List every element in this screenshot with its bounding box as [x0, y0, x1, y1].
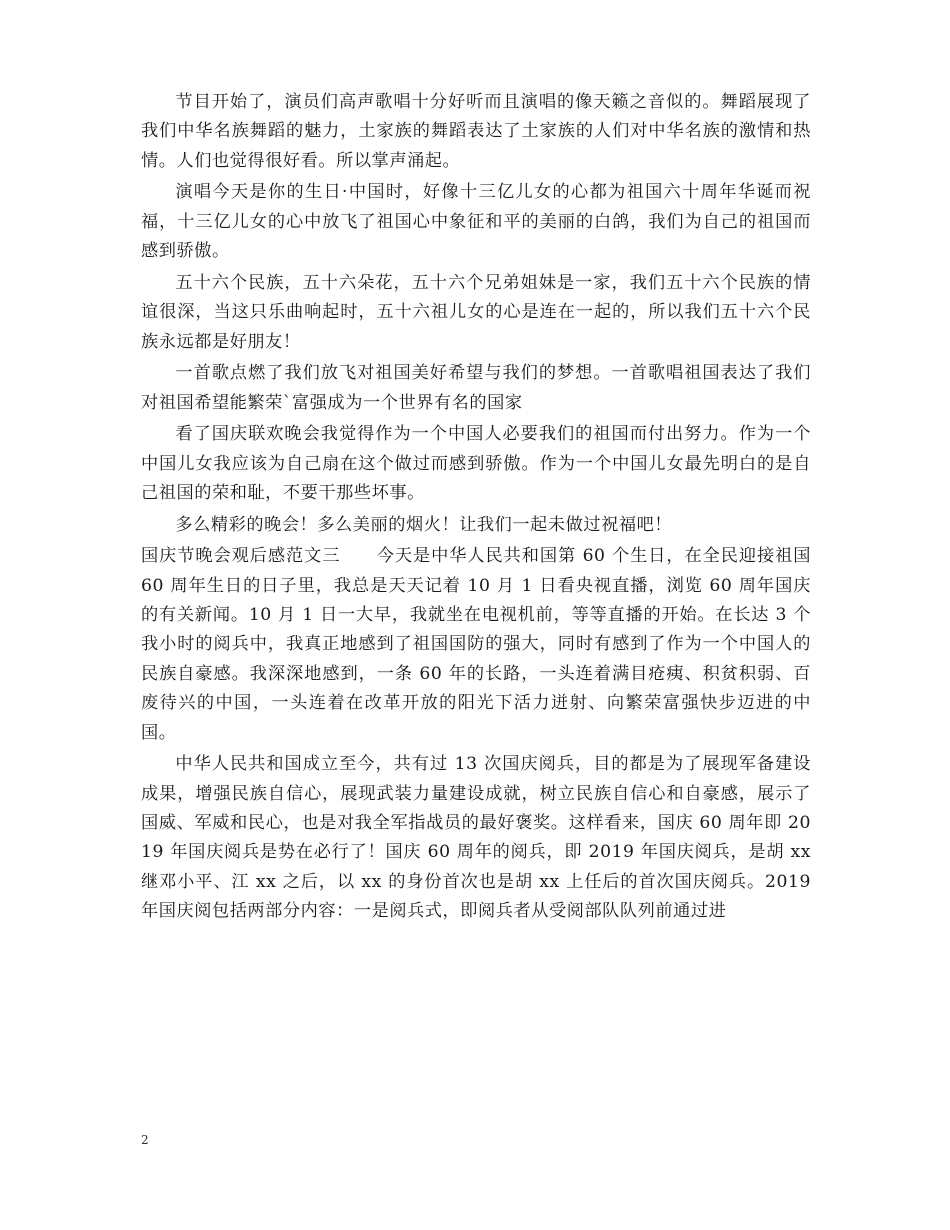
page-number: 2 — [141, 1133, 149, 1147]
paragraph-2: 演唱今天是你的生日·中国时，好像十三亿儿女的心都为祖国六十周年华诞而祝福，十三亿儿女的心中放飞了祖国心中象征和平的美丽的白鸽，我们为自己的祖国而感到骄傲。 — [141, 182, 811, 262]
document-body — [141, 88, 811, 929]
paragraph-4: 一首歌点燃了我们放飞对祖国美好希望与我们的梦想。一首歌唱祖国表达了我们对祖国希望能繁荣`富强成为一个世界有名的国家 — [141, 363, 811, 413]
paragraph-5: 看了国庆联欢晚会我觉得作为一个中国人必要我们的祖国而付出努力。作为一个中国儿女我应该为自己扇在这个做过而感到骄傲。作为一个中国儿女最先明白的是自己祖国的荣和耻，不要干那些坏事。 — [141, 424, 811, 504]
paragraph-6: 多么精彩的晚会！多么美丽的烟火！让我们一起未做过祝福吧！ — [175, 514, 673, 535]
paragraph-8: 中华人民共和国成立至今，共有过 13 次国庆阅兵，目的都是为了展现军备建设成果，增强民族自信心，展现武装力量建设成就，树立民族自信心和自豪感，展示了国威、军威和民心，也是对我全军指战员的最好褒奖。这样看来，国庆 60 周年即 2019 年国庆阅兵是势在必行了！国庆 60 周年的阅兵，即 2019 年国庆阅兵，是胡 xx 继邓小平、江 xx 之后，以 xx 的身份首次也是胡 xx 上任后的首次国庆阅兵。2019 年国庆阅包括两部分内容：一是阅兵式，即阅兵者从受阅部队队列前通过进 — [141, 754, 811, 922]
paragraph-7: 国庆节晚会观后感范文三 今天是中华人民共和国第 60 个生日，在全民迎接祖国 60 周年生日的日子里，我总是天天记着 10 月 1 日看央视直播，浏览 60 周年国庆的有关新闻。10 月 1 日一大早，我就坐在电视机前，等等直播的开始。在长达 3 个我小时的阅兵中，我真正地感到了祖国国防的强大，同时有感到了作为一个中国人的民族自豪感。我深深地感到，一条 60 年的长路，一头连着满目疮痍、积贫积弱、百废待兴的中国，一头连着在改革开放的阳光下活力迸射、向繁荣富强快步迈进的中国。 — [141, 546, 811, 743]
paragraph-3: 五十六个民族，五十六朵花，五十六个兄弟姐妹是一家，我们五十六个民族的情谊很深，当这只乐曲响起时，五十六祖儿女的心是连在一起的，所以我们五十六个民族永远都是好朋友！ — [141, 272, 811, 352]
paragraph-1: 节目开始了，演员们高声歌唱十分好听而且演唱的像天籁之音似的。舞蹈展现了我们中华名族舞蹈的魅力，土家族的舞蹈表达了土家族的人们对中华名族的激情和热情。人们也觉得很好看。所以掌声涌起。 — [141, 92, 811, 171]
